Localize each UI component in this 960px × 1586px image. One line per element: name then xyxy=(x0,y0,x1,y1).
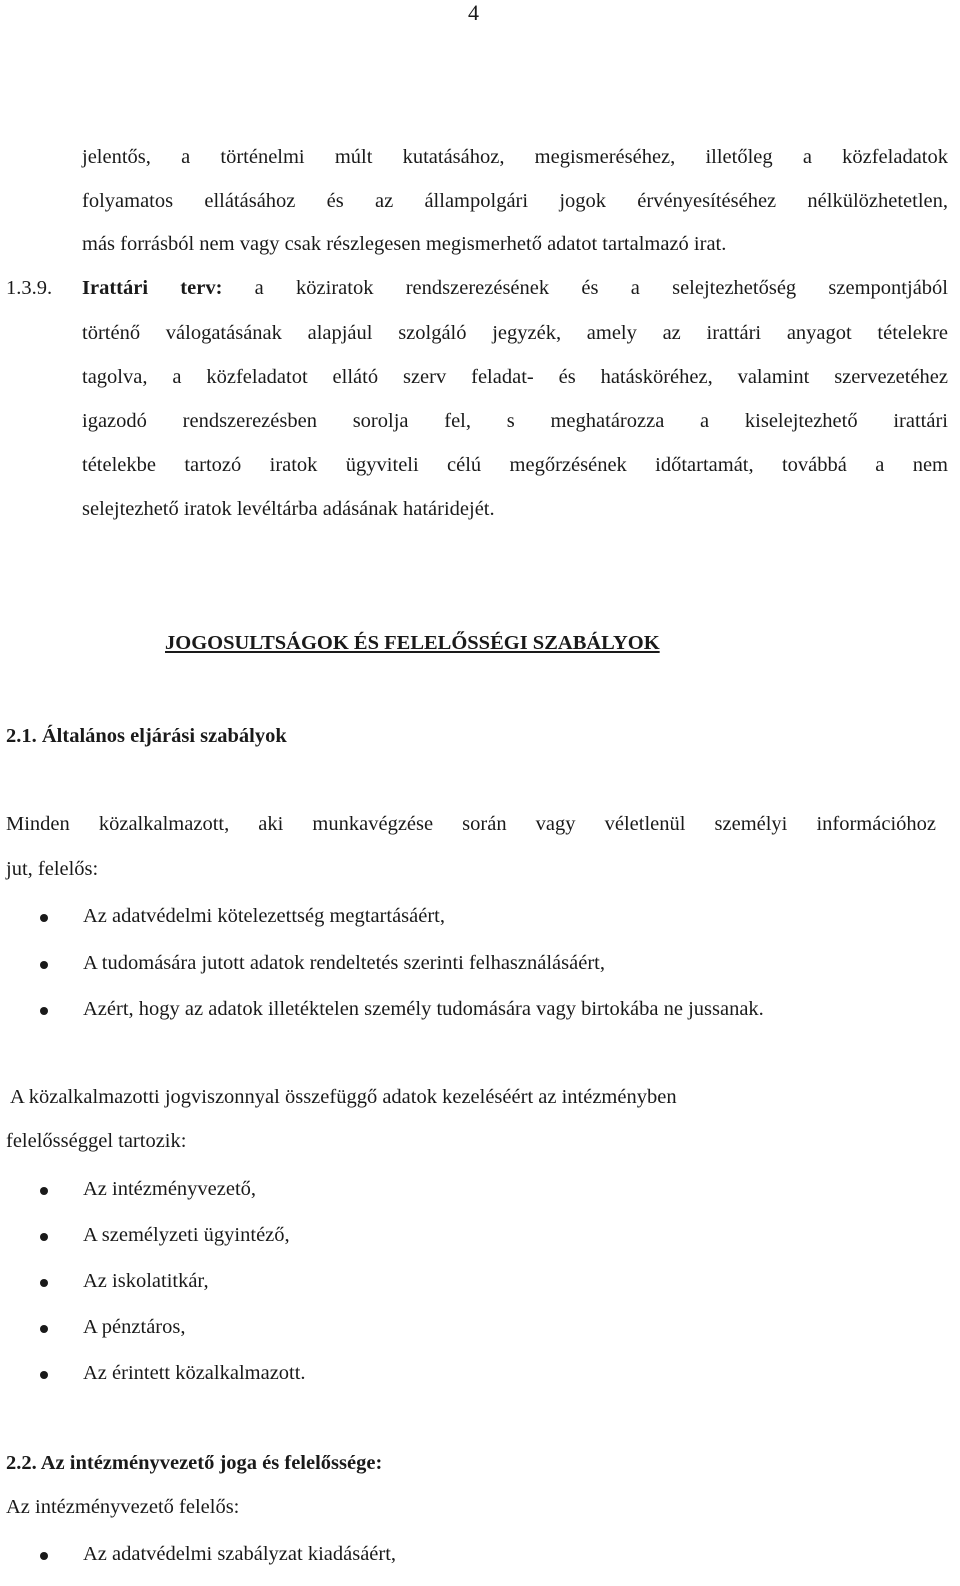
list-item-text: Az adatvédelmi kötelezettség megtartásáért, xyxy=(83,905,445,927)
list-item-text: A pénztáros, xyxy=(83,1316,186,1338)
paragraph-line: felelősséggel tartozik: xyxy=(6,1130,187,1152)
paragraph-line: történő válogatásának alapjául szolgáló jegyzék, amely az irattári anyagot tételekre xyxy=(82,322,948,344)
bullet-icon xyxy=(40,1007,48,1015)
paragraph-line: A közalkalmazotti jogviszonnyal összefüggő adatok kezeléséért az intézményben xyxy=(6,1086,677,1108)
list-item-text: Az adatvédelmi szabályzat kiadásáért, xyxy=(83,1543,397,1565)
paragraph-line: igazodó rendszerezésben sorolja fel, s meghatározza a kiselejtezhető irattári xyxy=(82,410,948,432)
paragraph-line: jut, felelős: xyxy=(6,858,99,880)
list-item-text: Azért, hogy az adatok illetéktelen személy tudomására vagy birtokába ne jussanak. xyxy=(83,998,764,1020)
bullet-icon xyxy=(40,1233,48,1241)
bullet-icon xyxy=(40,1552,48,1560)
bullet-icon xyxy=(40,1279,48,1287)
bullet-icon xyxy=(40,1371,48,1379)
list-item-text: Az iskolatitkár, xyxy=(83,1270,209,1292)
bullet-icon xyxy=(40,1325,48,1333)
paragraph-line: jelentős, a történelmi múlt kutatásához, megismeréséhez, illetőleg a közfeladatok xyxy=(82,146,948,168)
section-title: 2.2. Az intézményvezető joga és felelőssége: xyxy=(6,1452,383,1474)
definition-text: a köziratok rendszerezésének és a selejtezhetőség szempontjából xyxy=(254,277,948,299)
paragraph-line: Az intézményvezető felelős: xyxy=(6,1496,240,1518)
paragraph-line: tagolva, a közfeladatot ellátó szerv feladat- és hatásköréhez, valamint szervezetéhez xyxy=(82,366,948,388)
paragraph-line: folyamatos ellátásához és az állampolgári jogok érvényesítéséhez nélkülözhetetlen, xyxy=(82,190,948,212)
paragraph-line: más forrásból nem vagy csak részlegesen megismerhető adatot tartalmazó irat. xyxy=(82,233,727,255)
bullet-icon xyxy=(40,961,48,969)
bullet-icon xyxy=(40,914,48,922)
list-item-text: A személyzeti ügyintéző, xyxy=(83,1224,290,1246)
list-item-text: Az intézményvezető, xyxy=(83,1178,257,1200)
paragraph-line: Minden közalkalmazott, aki munkavégzése során vagy véletlenül személyi információhoz xyxy=(6,813,936,835)
paragraph-line: selejtezhető iratok levéltárba adásának határidejét. xyxy=(82,498,495,520)
definition-number: 1.3.9. xyxy=(6,277,53,299)
page-number: 4 xyxy=(468,0,479,25)
definition-first-line xyxy=(82,277,948,300)
paragraph-line: tételekbe tartozó iratok ügyviteli célú megőrzésének időtartamát, továbbá a nem xyxy=(82,454,948,476)
list-item-text: A tudomására jutott adatok rendeltetés szerinti felhasználásáért, xyxy=(83,952,605,974)
bullet-icon xyxy=(40,1187,48,1195)
list-item-text: Az érintett közalkalmazott. xyxy=(83,1362,306,1384)
chapter-heading: JOGOSULTSÁGOK ÉS FELELŐSSÉGI SZABÁLYOK xyxy=(165,632,660,654)
definition-term: Irattári terv: xyxy=(82,277,223,299)
section-title: 2.1. Általános eljárási szabályok xyxy=(6,725,287,747)
